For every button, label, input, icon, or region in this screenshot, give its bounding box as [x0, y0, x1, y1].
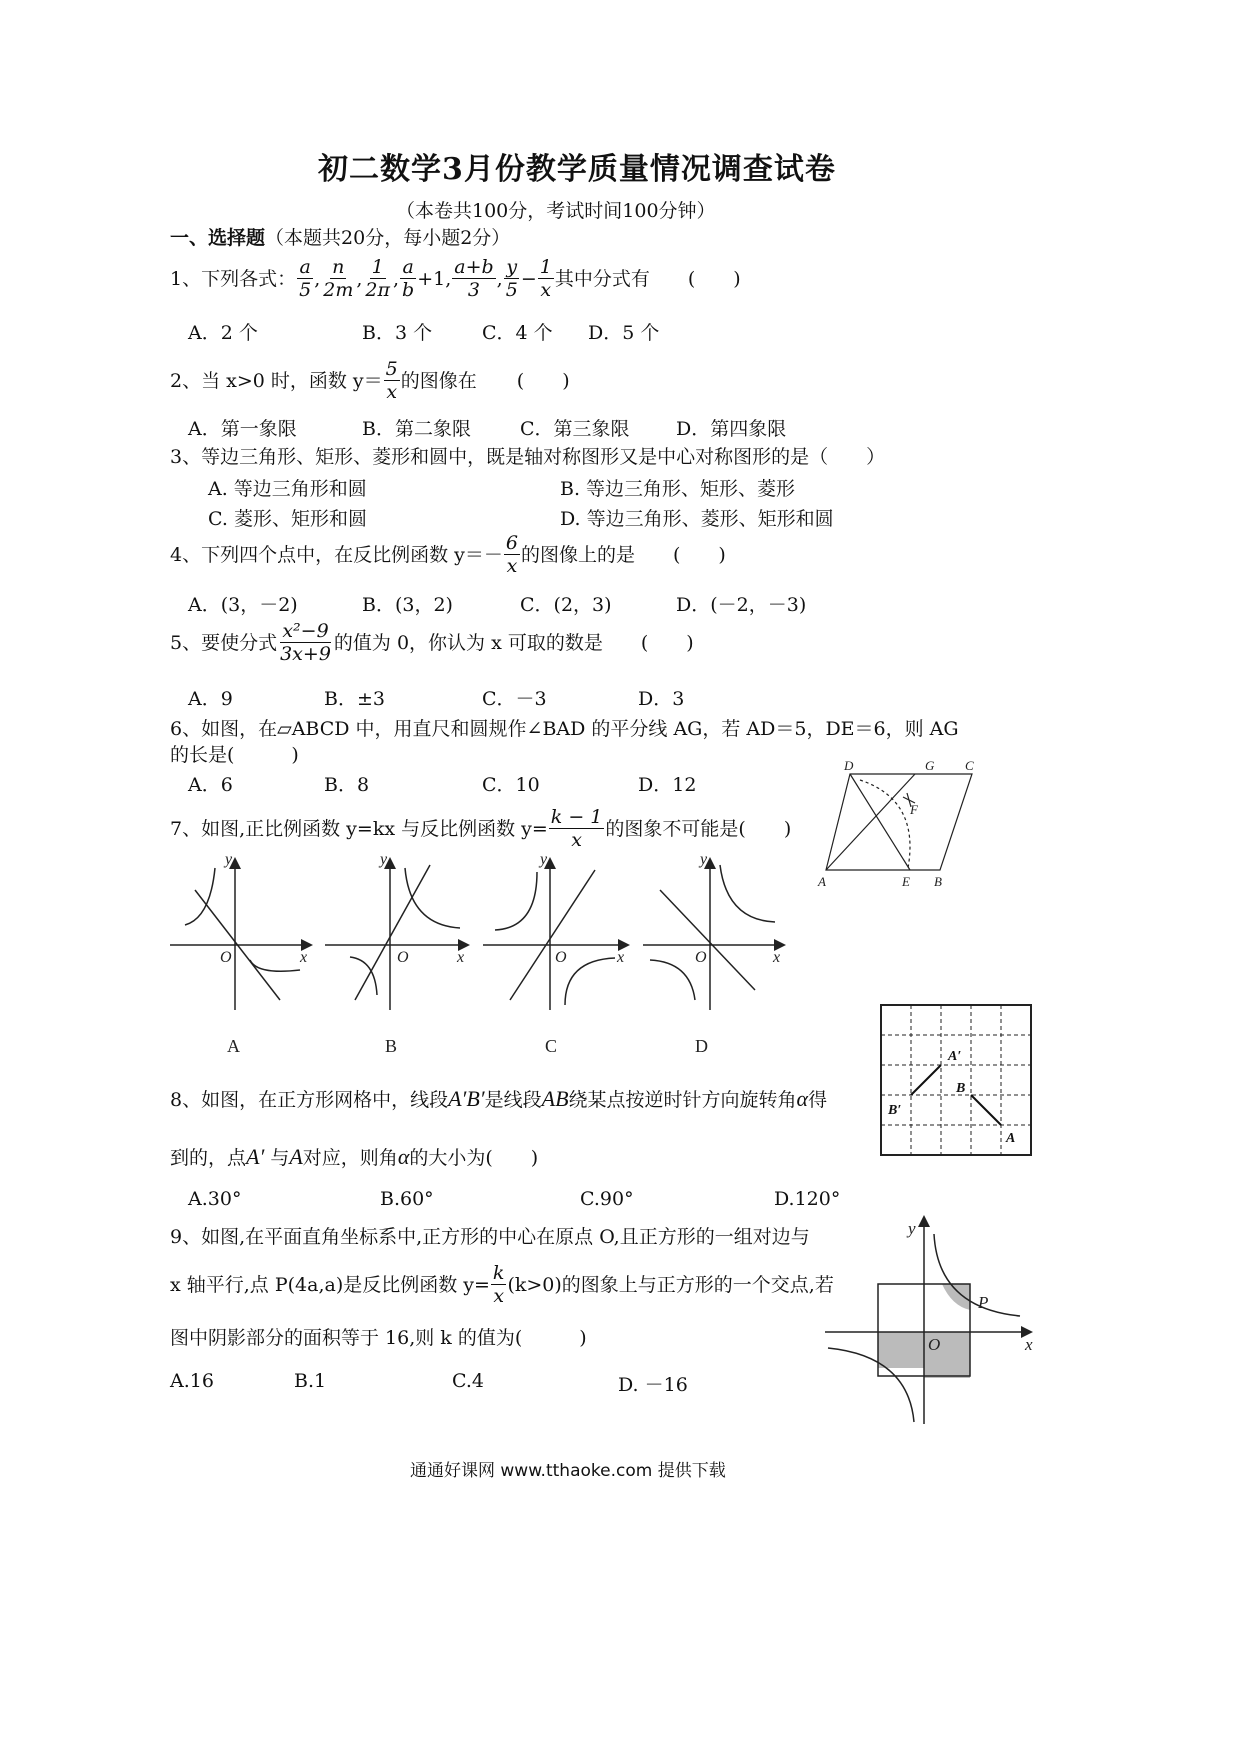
question-5: [170, 620, 694, 665]
question-9-line1: 9、如图,在平面直角坐标系中,正方形的中心在原点 O,且正方形的一组对边与: [170, 1226, 810, 1248]
q9-option-c: C.4: [452, 1370, 484, 1392]
graph-b-origin: O: [397, 949, 409, 966]
graph-d-origin: O: [695, 949, 707, 966]
point-p-label: P: [978, 1293, 989, 1312]
graph-label-c: C: [545, 1036, 558, 1056]
parallelogram-figure: [810, 760, 990, 890]
q3-option-c: C. 菱形、矩形和圆: [208, 508, 367, 530]
q2-answer-blank: ( ): [516, 369, 570, 392]
q6-option-d: D．12: [638, 774, 697, 796]
q1-frac-4: $\frac{a}{b}$: [402, 256, 415, 301]
q2-suffix: 的图像在: [400, 369, 477, 392]
q1-option-b: B．3 个: [362, 322, 433, 344]
q1-answer-blank: ( ): [687, 267, 741, 290]
label-b: B: [934, 874, 942, 889]
q1-option-c: C．4 个: [482, 322, 553, 344]
q5-answer-blank: ( ): [640, 631, 694, 654]
q5-frac: $\frac{\text{x²−9}}{3x+9}$: [280, 620, 331, 665]
q6-option-c: C．10: [482, 774, 540, 796]
q4-option-b: B．(3，2): [362, 594, 453, 616]
q9-option-b: B.1: [294, 1370, 327, 1392]
q3-option-d: D. 等边三角形、菱形、矩形和圆: [560, 508, 834, 530]
label-g: G: [925, 760, 935, 773]
q1-frac-5: $\frac{a+b}{3}$: [454, 256, 494, 301]
graph-a-y: y: [225, 851, 233, 868]
graph-a-origin: O: [220, 949, 232, 966]
label-b: B: [956, 1081, 966, 1096]
q8-option-c: C.90°: [580, 1188, 634, 1210]
question-3: 3、等边三角形、矩形、菱形和圆中，既是轴对称图形又是中心对称图形的是（ ）: [170, 446, 886, 468]
graph-b-x: x: [457, 949, 465, 966]
page-title: 初二数学3月份教学质量情况调查试卷: [318, 152, 836, 187]
axis-x-label: x: [1025, 1335, 1033, 1354]
label-a-prime: A′: [948, 1049, 962, 1064]
question-9-line2: x 轴平行,点 P(4a,a)是反比例函数 y= $\frac{k}{x}$ (k>0)的图象上与正方形的一个交点,若: [170, 1262, 834, 1307]
q5-option-c: C．－3: [482, 688, 547, 710]
question-8-line1: 8、如图，在正方形网格中，线段A′B′是线段AB绕某点按逆时针方向旋转角α得: [170, 1086, 828, 1111]
label-d: D: [844, 760, 854, 773]
graph-d-x: x: [773, 949, 781, 966]
q1-frac-7: $\frac{1}{x}$: [539, 256, 552, 301]
graph-c-x: x: [617, 949, 625, 966]
question-4: [170, 532, 726, 577]
coordinate-figure: [820, 1212, 1050, 1432]
q9-frac: $\frac{k}{x}$: [492, 1262, 505, 1307]
question-8-line2: 到的，点A′ 与A对应，则角α的大小为( ): [170, 1144, 539, 1169]
exam-info: （本卷共100分，考试时间100分钟）: [396, 200, 716, 222]
q8-option-b: B.60°: [380, 1188, 434, 1210]
grid-figure: [878, 1002, 1038, 1160]
q5-option-a: A．9: [188, 688, 233, 710]
q5-prefix: 5、要使分式: [170, 631, 278, 654]
q4-frac: $\frac{6}{x}$: [505, 532, 518, 577]
q4-suffix: 的图像上的是: [520, 543, 635, 566]
q2-prefix: 2、当 x>0 时，函数 y＝: [170, 369, 383, 392]
graph-d-y: y: [700, 851, 708, 868]
q1-prefix: 1、下列各式：: [170, 267, 297, 290]
section-heading: [170, 226, 510, 250]
graph-a-x: x: [300, 949, 308, 966]
footer-text: 通通好课网 www.tthaoke.com 提供下载: [410, 1461, 726, 1481]
q9-option-a: A.16: [170, 1370, 214, 1392]
q6-option-a: A．6: [188, 774, 233, 796]
q4-prefix: 4、下列四个点中，在反比例函数 y＝－: [170, 543, 503, 566]
label-b-prime: B′: [888, 1103, 902, 1118]
q2-option-b: B．第二象限: [362, 418, 471, 440]
q3-option-a: A. 等边三角形和圆: [208, 478, 367, 500]
q1-frac-6: $\frac{y}{5}$: [505, 256, 518, 301]
graph-label-b: B: [385, 1036, 398, 1056]
q4-answer-blank: ( ): [672, 543, 726, 566]
q5-option-b: B．±3: [324, 688, 385, 710]
question-6-line2: 的长是( ): [170, 744, 299, 766]
q9-option-d: D. －16: [618, 1374, 688, 1396]
q1-minus: −: [520, 267, 537, 290]
label-a: A: [1006, 1131, 1016, 1146]
graph-label-d: D: [695, 1036, 708, 1056]
graph-label-a: A: [227, 1036, 240, 1056]
graph-c-origin: O: [555, 949, 567, 966]
q4-option-c: C．(2，3): [520, 594, 612, 616]
q8-option-a: A.30°: [188, 1188, 242, 1210]
question-9-line3: 图中阴影部分的面积等于 16,则 k 的值为( ): [170, 1327, 587, 1349]
q5-option-d: D．3: [638, 688, 685, 710]
q5-suffix: 的值为 0，你认为 x 可取的数是: [333, 631, 603, 654]
question-6-line1: 6、如图，在▱ABCD 中，用直尺和圆规作∠BAD 的平分线 AG，若 AD＝5，DE＝6，则 AG: [170, 718, 959, 740]
q7-graphs: [165, 850, 805, 1060]
q1-option-a: A．2 个: [188, 322, 258, 344]
graph-b-y: y: [380, 851, 388, 868]
question-1: 1、下列各式： $\frac{a}{5}$ , $\frac{n}{2m}$ , $\frac{1}{2\pi}$ , $\frac{a}{b}$ +1, $\frac{a+b}{3}$ , $\frac{y}{5}$ − $\frac{1}{x}$ 其中分式有 ( ): [170, 256, 741, 301]
q1-frac-2: $\frac{n}{2m}$: [323, 256, 354, 301]
q1-frac-1: $\frac{a}{5}$: [299, 256, 312, 301]
q2-option-c: C．第三象限: [520, 418, 630, 440]
q1-plus1: +1,: [417, 267, 452, 290]
q3-option-b: B. 等边三角形、矩形、菱形: [560, 478, 796, 500]
question-2: [170, 358, 570, 403]
origin-label: O: [928, 1335, 941, 1354]
q1-frac-3: $\frac{1}{2\pi}$: [365, 256, 390, 301]
axis-y-label: y: [908, 1219, 916, 1238]
q6-option-b: B．8: [324, 774, 370, 796]
q4-option-a: A．(3，－2): [188, 594, 298, 616]
q7-suffix: 的图象不可能是( ): [605, 817, 792, 840]
q2-frac: $\frac{5}{x}$: [385, 358, 398, 403]
label-c: C: [965, 760, 974, 773]
q8-option-d: D.120°: [774, 1188, 841, 1210]
q4-option-d: D．(－2，－3): [676, 594, 807, 616]
label-a: A: [818, 874, 826, 889]
label-e: E: [902, 874, 910, 889]
q7-prefix: 7、如图,正比例函数 y=kx 与反比例函数 y=: [170, 817, 548, 840]
q2-option-d: D．第四象限: [676, 418, 787, 440]
q1-option-d: D．5 个: [588, 322, 660, 344]
q2-option-a: A．第一象限: [188, 418, 297, 440]
section-title: 一、选择题: [170, 227, 266, 249]
q7-frac: $\frac{k - 1}{x}$: [550, 806, 603, 851]
graph-c-y: y: [540, 851, 548, 868]
section-note: （本题共20分，每小题2分）: [265, 227, 511, 249]
label-f: F: [910, 802, 918, 817]
question-7: [170, 806, 791, 851]
q1-suffix: 其中分式有: [554, 267, 650, 290]
